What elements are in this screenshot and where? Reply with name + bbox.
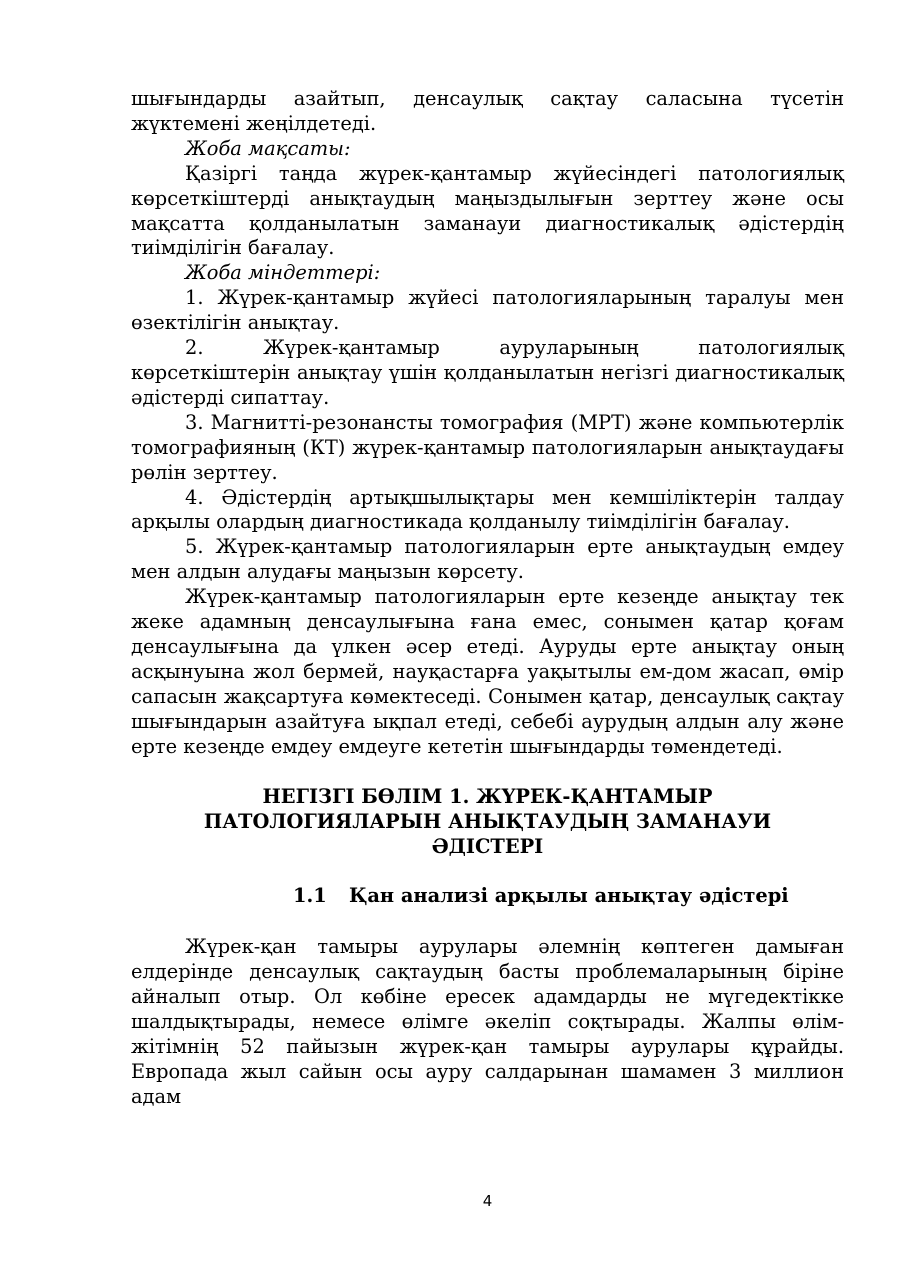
- goal-paragraph: Қазіргі таңда жүрек-қантамыр жүйесіндегі патологиялық көрсеткіштерді анықтаудың маңыздылығын зерттеу және осы мақсатта қолданылатын заманауи диагностикалық әдістердің тиімділігін бағалау.: [131, 161, 844, 260]
- subsection-heading: [131, 884, 844, 909]
- section-heading: НЕГІЗГІ БӨЛІМ 1. ЖҮРЕК-ҚАНТАМЫР ПАТОЛОГИЯЛАРЫН АНЫҚТАУДЫҢ ЗАМАНАУИ ӘДІСТЕРІ: [203, 785, 772, 859]
- subsection-title: Қан анализі арқылы анықтау әдістері: [349, 884, 789, 908]
- document-page: [131, 87, 844, 1109]
- task-item: 1. Жүрек-қантамыр жүйесі патологияларының таралуы мен өзектілігін анықтау.: [131, 286, 844, 335]
- paragraph-first: Жүрек-қан тамыры аурулары әлемнің көптеген дамыған елдерінде денсаулық сақтаудың басты проблемаларының біріне айналып отыр. Ол көбіне ересек адамдарды не мүгедектікке шалдықтырады, немесе өлімге әкеліп соқтырады. Жалпы өлім-жітімнің 52 пайызын жүрек-қан тамыры аурулары құрайды. Европада жыл сайын осы ауру салдарынан шамамен 3 миллион адам: [131, 935, 844, 1108]
- task-item: 5. Жүрек-қантамыр патологияларын ерте анықтаудың емдеу мен алдын алудағы маңызын көрсету.: [131, 535, 844, 584]
- tasks-label: Жоба міндеттері:: [185, 261, 381, 285]
- spacer: [131, 860, 844, 884]
- goal-label: Жоба мақсаты:: [185, 136, 351, 160]
- task-item: 3. Магнитті-резонансты томография (МРТ) және компьютерлік томографияның (КТ) жүрек-қантамыр патологияларын анықтаудағы рөлін зерттеу.: [131, 410, 844, 484]
- paragraph-intro-tail: шығындарды азайтып, денсаулық сақтау саласына түсетін жүктемені жеңілдетеді.: [131, 87, 844, 135]
- spacer: [131, 759, 844, 785]
- task-item: 4. Әдістердің артықшылықтары мен кемшіліктерін талдау арқылы олардың диагностикада қолданылу тиімділігін бағалау.: [131, 485, 844, 534]
- spacer: [131, 909, 844, 935]
- task-item: 2. Жүрек-қантамыр ауруларының патологиялық көрсеткіштерін анықтау үшін қолданылатын негізгі диагностикалық әдістерді сипаттау.: [131, 336, 844, 409]
- subsection-number: 1.1: [293, 884, 327, 908]
- page-number: 4: [482, 1192, 493, 1210]
- paragraph-conclusion: Жүрек-қантамыр патологияларын ерте кезеңде анықтау тек жеке адамның денсаулығына ғана емес, сонымен қатар қоғам денсаулығына да үлкен әсер етеді. Ауруды ерте анықтау оның асқынуына жол бермей, науқастарға уақытылы ем-дом жасап, өмір сапасын жақсартуға көмектеседі. Сонымен қатар, денсаулық сақтау шығындарын азайтуға ықпал етеді, себебі аурудың алдын алу және ерте кезеңде емдеу емдеуге кететін шығындарды төмендетеді.: [131, 585, 844, 758]
